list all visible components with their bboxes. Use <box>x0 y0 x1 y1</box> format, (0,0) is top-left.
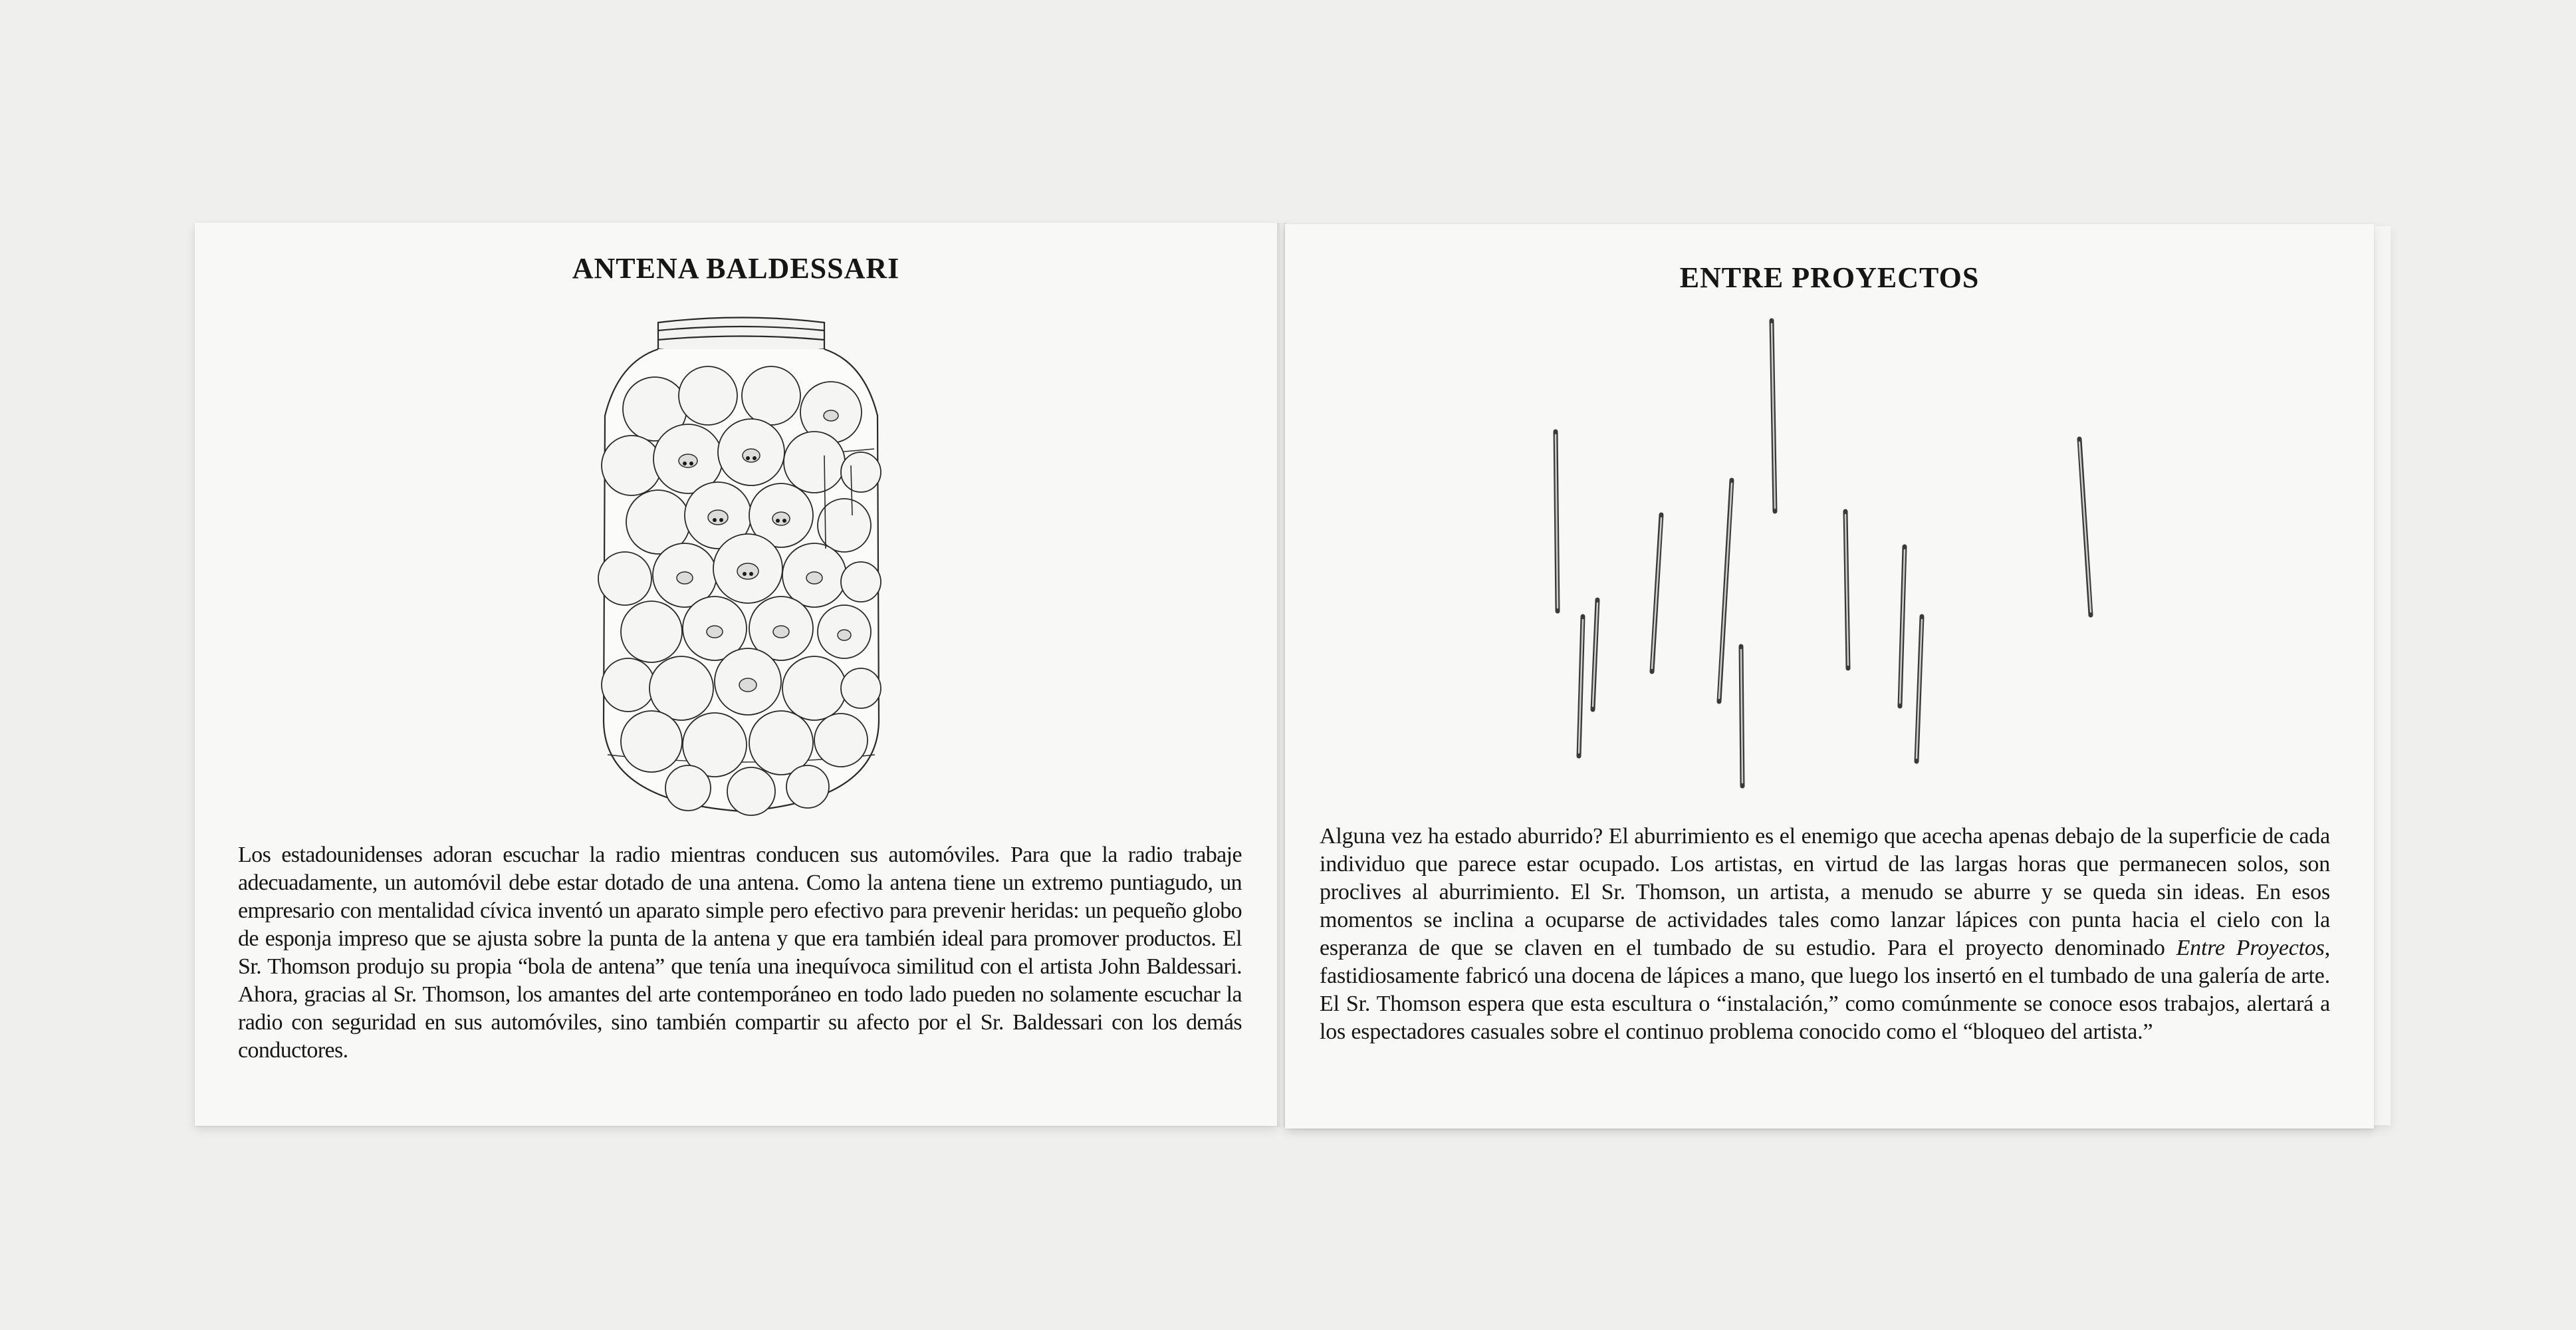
left-page <box>195 223 1277 1126</box>
jar-of-antenna-balls-illustration <box>558 296 924 835</box>
left-page-body-text: Los estadounidenses adoran escuchar la radio mientras conducen sus automóviles. Para que la radio trabaje adecuadamente, un automóvil debe estar dotado de una antena. Como la antena tiene un extremo puntiagudo, un empresario con mentalidad cívica inventó un aparato simple pero efectivo para prevenir heridas: un pequeño globo de esponja impreso que se ajusta sobre la punta de la antena y que era también ideal para promover productos. El Sr. Thomson produjo su propia “bola de antena” que tenía una inequívoca similitud con el artista John Baldessari. Ahora, gracias al Sr. Thomson, los amantes del arte contemporáneo en todo lado pueden no solamente escuchar la radio con seguridad en sus automóviles, sino también compartir su afecto por el Sr. Baldessari con los demás conductores. <box>238 843 1242 1063</box>
right-body-part2: , fastidiosamente fabricó una docena de lápices a mano, que luego los insertó en el tumbado de una galería de arte. El Sr. Thomson espera que esta escultura o “instalación,” como comúnmente se conoce esos trabajos, alertará a los espectadores casuales sobre el continuo problema conocido como el “bloqueo del artista.” <box>1320 936 2330 1044</box>
right-body-part1: Alguna vez ha estado aburrido? El aburrimiento es el enemigo que acecha apenas debajo de la superficie de cada individuo que parece estar ocupado. Los artistas, en virtud de las largas horas que permanecen solos, son proclives al aburrimiento. El Sr. Thomson, un artista, a menudo se aburre y se queda sin ideas. En esos momentos se inclina a ocuparse de actividades tales como lanzar lápices con punta hacia el cielo con la esperanza de que se claven en el tumbado de su estudio. Para el proyecto denominado <box>1320 824 2330 960</box>
page-title-right: ENTRE PROYECTOS <box>1679 261 1980 294</box>
right-page <box>1285 224 2374 1129</box>
page-title-left: ANTENA BALDESSARI <box>572 252 900 285</box>
right-page-body-text <box>1320 823 2330 1046</box>
right-body-italic-title: Entre Proyectos <box>2176 936 2325 960</box>
